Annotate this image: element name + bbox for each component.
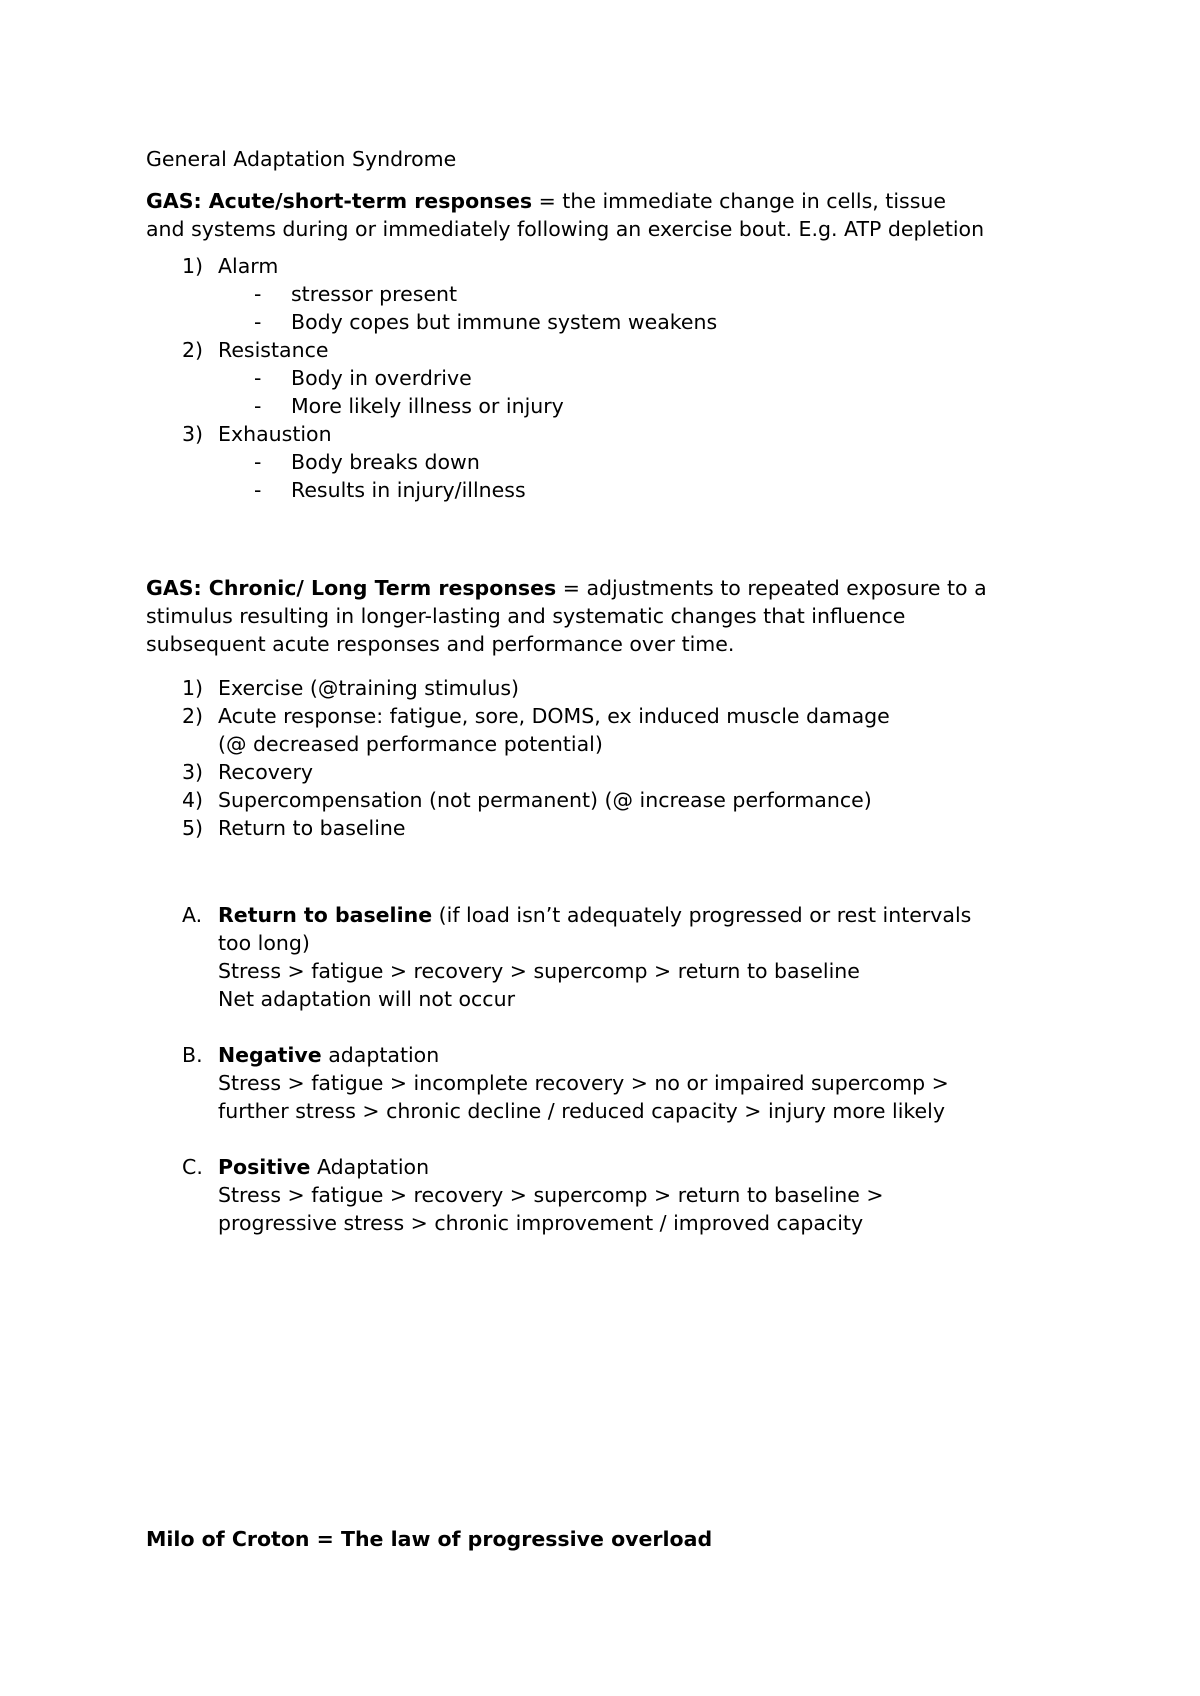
outcome-line: Stress > fatigue > recovery > supercomp > return to baseline: [218, 959, 860, 983]
stage-label: Alarm: [218, 254, 279, 278]
acute-heading: GAS: Acute/short-term responses: [146, 189, 533, 213]
list-item: [146, 336, 1066, 364]
chronic-heading: GAS: Chronic/ Long Term responses: [146, 576, 557, 600]
outcome-a: [146, 901, 1066, 1013]
chronic-line2: stimulus resulting in longer-lasting and systematic changes that influence: [146, 604, 906, 628]
outcome-note: (if load isn’t adequately progressed or rest intervals: [432, 903, 972, 927]
milo-text: Milo of Croton = The law of progressive overload: [146, 1527, 713, 1551]
step-text: Acute response: fatigue, sore, DOMS, ex induced muscle damage: [218, 704, 890, 728]
title-text: General Adaptation Syndrome: [146, 147, 457, 171]
document-title: [146, 145, 1066, 173]
list-item: [146, 252, 1066, 280]
outcome-line: Net adaptation will not occur: [218, 987, 515, 1011]
dash-bullet: -: [254, 478, 262, 502]
stage-point: Body in overdrive: [291, 366, 472, 390]
list-item: [146, 758, 1066, 786]
stage-label: Resistance: [218, 338, 329, 362]
list-item: [146, 420, 1066, 448]
outcome-letter: A.: [182, 903, 203, 927]
list-item: [146, 392, 1066, 420]
outcome-line: progressive stress > chronic improvement / improved capacity: [218, 1211, 864, 1235]
list-item: [146, 308, 1066, 336]
stage-point: Results in injury/illness: [291, 478, 526, 502]
list-item: [146, 786, 1066, 814]
list-item: [146, 702, 1066, 730]
step-text: Supercompensation (not permanent) (@ increase performance): [218, 788, 872, 812]
outcome-title: Positive: [218, 1155, 311, 1179]
stage-point: Body breaks down: [291, 450, 480, 474]
list-number: 4): [182, 788, 204, 812]
step-text: Return to baseline: [218, 816, 406, 840]
outcome-line: Stress > fatigue > incomplete recovery > no or impaired supercomp >: [218, 1071, 949, 1095]
stage-point: Body copes but immune system weakens: [291, 310, 718, 334]
list-item: [146, 476, 1066, 504]
list-number: 2): [182, 338, 204, 362]
dash-bullet: -: [254, 310, 262, 334]
stage-point: More likely illness or injury: [291, 394, 564, 418]
list-item: [146, 280, 1066, 308]
list-number: 1): [182, 254, 204, 278]
outcome-c: [146, 1153, 1066, 1237]
chronic-step-list: [146, 674, 1066, 842]
list-number: 3): [182, 422, 204, 446]
list-number: 1): [182, 676, 204, 700]
acute-line2: and systems during or immediately following an exercise bout. E.g. ATP depletion: [146, 217, 985, 241]
outcome-note: Adaptation: [310, 1155, 430, 1179]
list-item: [146, 448, 1066, 476]
dash-bullet: -: [254, 366, 262, 390]
outcome-letter: C.: [182, 1155, 203, 1179]
dash-bullet: -: [254, 394, 262, 418]
outcome-line: further stress > chronic decline / reduced capacity > injury more likely: [218, 1099, 945, 1123]
stage-point: stressor present: [291, 282, 458, 306]
outcome-b: [146, 1041, 1066, 1125]
outcome-line: Stress > fatigue > recovery > supercomp > return to baseline >: [218, 1183, 884, 1207]
step-text: Recovery: [218, 760, 314, 784]
acute-stage-list: [146, 252, 1066, 504]
milo-heading: [146, 1525, 1066, 1553]
outcome-line: too long): [218, 931, 310, 955]
acute-line1: = the immediate change in cells, tissue: [532, 189, 946, 213]
chronic-definition: [146, 574, 1066, 658]
list-item-continuation: [146, 730, 1066, 758]
list-number: 3): [182, 760, 204, 784]
acute-definition: [146, 187, 1066, 243]
stage-label: Exhaustion: [218, 422, 332, 446]
list-item: [146, 364, 1066, 392]
list-number: 5): [182, 816, 204, 840]
chronic-line1: = adjustments to repeated exposure to a: [556, 576, 987, 600]
list-number: 2): [182, 704, 204, 728]
list-item: [146, 674, 1066, 702]
step-text: Exercise (@training stimulus): [218, 676, 519, 700]
outcome-title: Return to baseline: [218, 903, 433, 927]
list-item: [146, 814, 1066, 842]
dash-bullet: -: [254, 282, 262, 306]
outcome-note: adaptation: [321, 1043, 440, 1067]
outcome-title: Negative: [218, 1043, 322, 1067]
outcome-letter: B.: [182, 1043, 203, 1067]
step-text: (@ decreased performance potential): [218, 732, 603, 756]
dash-bullet: -: [254, 450, 262, 474]
chronic-line3: subsequent acute responses and performance over time.: [146, 632, 735, 656]
